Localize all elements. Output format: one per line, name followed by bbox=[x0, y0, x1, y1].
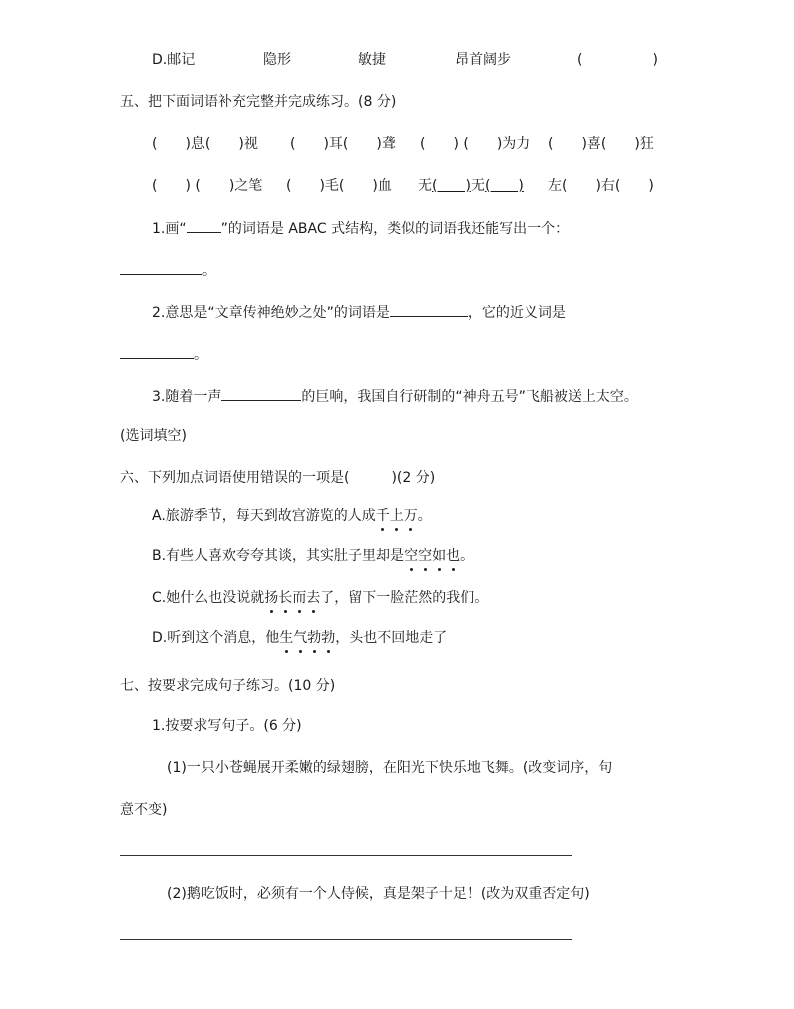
q5-1: 1.画“ ”的词语是 ABAC 式结构，类似的词语我还能写出一个： bbox=[152, 218, 569, 239]
idiom-blank-5: ( ) ( )之笔 bbox=[152, 178, 263, 194]
s7-item2: (2)鹅吃饭时，必须有一个人侍候，真是架子十足！(改为双重否定句) bbox=[167, 886, 590, 902]
option-d: D.听到这个消息，他生气勃勃，头也不回地走了 bbox=[152, 630, 448, 646]
idiom-blank-3: ( ) ( )为力 bbox=[420, 136, 531, 152]
answer-line-2 bbox=[120, 939, 572, 940]
q5-3: 3.随着一声 的巨响，我国自行研制的“神舟五号”飞船被送上太空。 bbox=[152, 386, 638, 407]
section-5-title: 五、把下面词语补充完整并完成练习。(8 分) bbox=[120, 94, 397, 110]
word-minjie: 敏捷 bbox=[358, 52, 386, 68]
answer-paren: ( ) bbox=[577, 52, 658, 68]
q5-2: 2.意思是“文章传神绝妙之处”的词语是 ，它的近义词是 bbox=[152, 302, 566, 323]
section-7-title: 七、按要求完成句子练习。(10 分) bbox=[120, 678, 336, 694]
q5-2-answer: 。 bbox=[120, 344, 208, 365]
q5-3-note: (选词填空) bbox=[120, 428, 187, 444]
idiom-blank-8: 左( )右( ) bbox=[548, 178, 654, 194]
q5-1-answer: 。 bbox=[120, 260, 216, 281]
idiom-blank-4: ( )喜( )狂 bbox=[548, 136, 654, 152]
option-a: A.旅游季节，每天到故宫游览的人成千上万。 bbox=[152, 508, 432, 524]
option-b: B.有些人喜欢夸夸其谈，其实肚子里却是空空如也。 bbox=[152, 548, 475, 564]
s7-sub1: 1.按要求写句子。(6 分) bbox=[152, 718, 302, 734]
section-6-title: 六、下列加点词语使用错误的一项是( )(2 分) bbox=[120, 470, 436, 486]
idiom-blank-1: ( )息( )视 bbox=[152, 136, 258, 152]
word-yinxing: 隐形 bbox=[263, 52, 291, 68]
s7-item1: (1)一只小苍蝇展开柔嫩的绿翅膀，在阳光下快乐地飞舞。(改变词序，句 bbox=[167, 760, 613, 776]
option-c: C.她什么也没说就扬长而去了，留下一脸茫然的我们。 bbox=[152, 590, 489, 606]
s7-item1-cont: 意不变) bbox=[120, 802, 168, 818]
answer-line-1 bbox=[120, 855, 572, 856]
idiom-blank-2: ( )耳( )聋 bbox=[290, 136, 396, 152]
option-d-label: D.邮记 bbox=[152, 52, 196, 68]
word-angshoukuobu: 昂首阔步 bbox=[455, 52, 511, 68]
idiom-blank-underlined: 无( )无( ) bbox=[418, 178, 524, 194]
idiom-blank-6: ( )毛( )血 bbox=[286, 178, 392, 194]
